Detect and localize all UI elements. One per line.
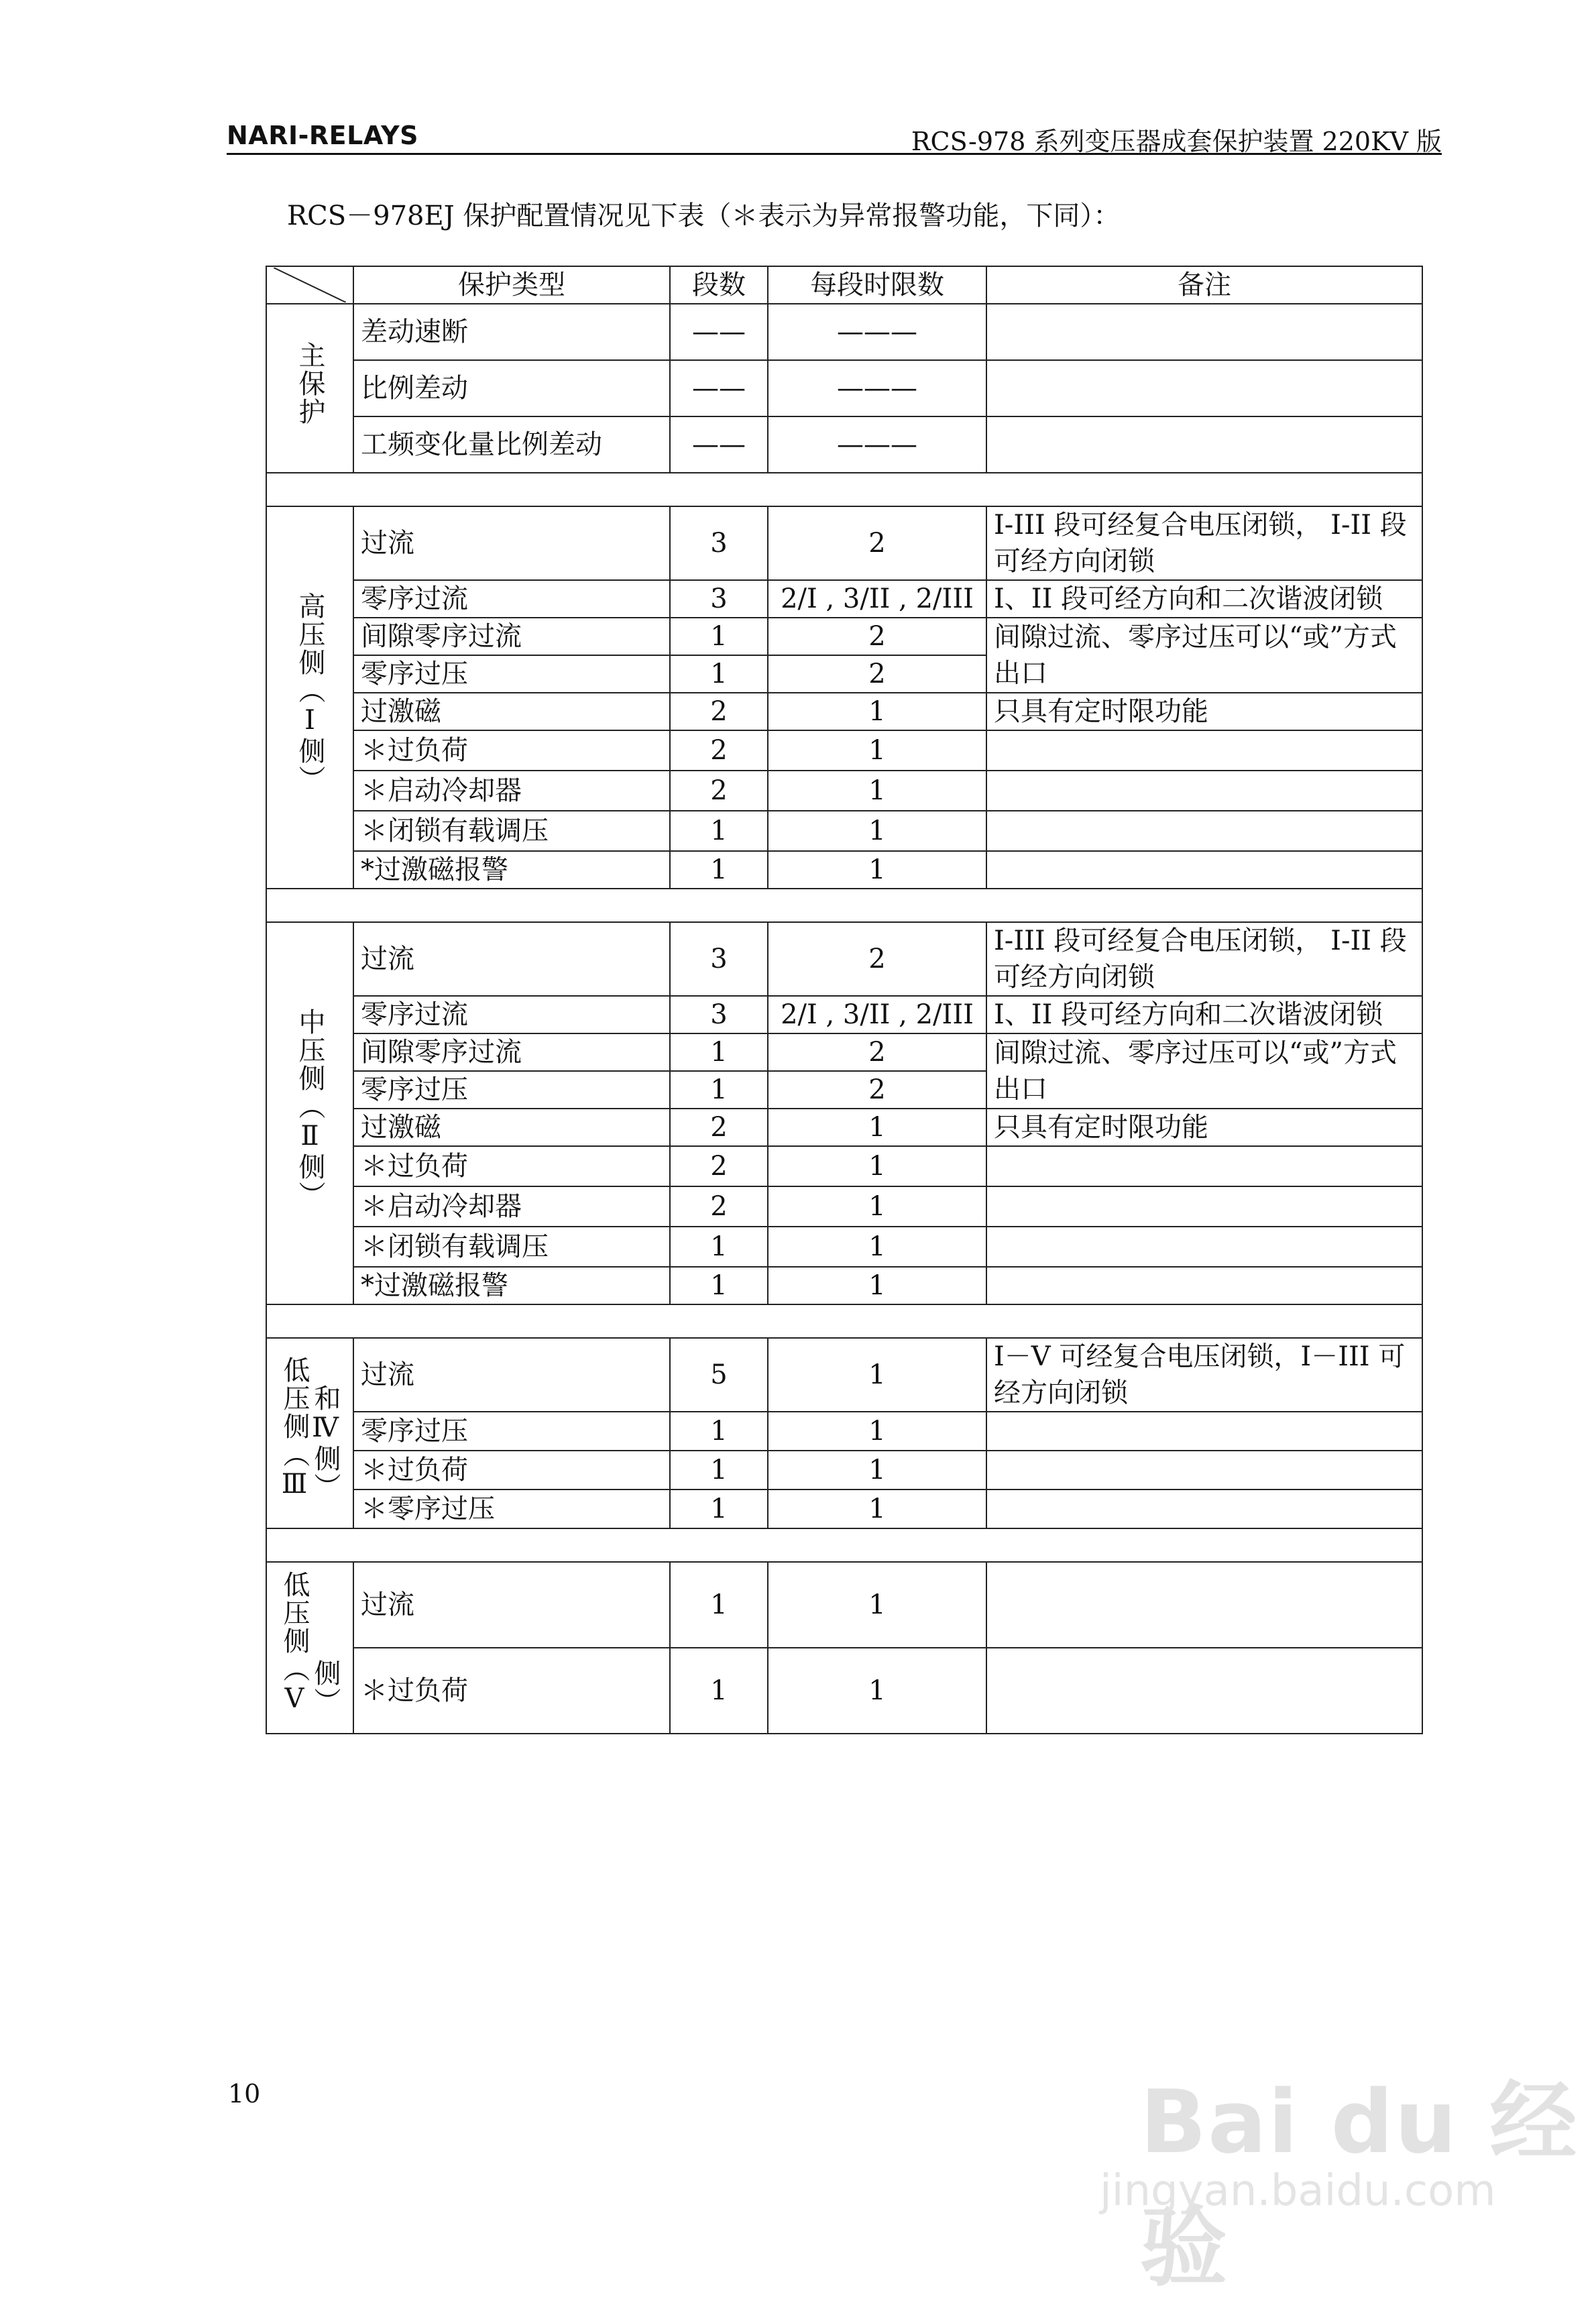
table-row: [266, 1146, 1422, 1186]
protection-type: ＊过负荷: [353, 1648, 670, 1734]
note-cell: [986, 851, 1422, 889]
column-header-type: 保护类型: [353, 266, 670, 304]
note-cell: [986, 360, 1422, 416]
section-separator: [266, 889, 1422, 922]
protection-type: *过激磁报警: [353, 851, 670, 889]
segments-cell: 1: [670, 811, 768, 851]
table-row: [266, 1109, 1422, 1146]
table-row: [266, 1562, 1422, 1648]
baidu-jingyan-watermark: Bai du 经验: [1140, 2071, 1579, 2298]
group-label-high: 高压侧（Ⅰ侧）: [266, 506, 353, 889]
watermark-url: jingyan.baidu.com: [1100, 2166, 1496, 2216]
merged-note-cell: 间隙过流、零序过压可以“或”方式出口: [986, 618, 1422, 693]
limits-cell: 1: [768, 1186, 986, 1227]
column-header-segments: 段数: [670, 266, 768, 304]
limits-cell: 2/I , 3/II , 2/III: [768, 996, 986, 1033]
limits-cell: 1: [768, 1146, 986, 1186]
segments-cell: 3: [670, 996, 768, 1033]
table-row: [266, 851, 1422, 889]
document-title: RCS-978 系列变压器成套保护装置 220KV 版: [911, 127, 1442, 156]
table-row: [266, 1033, 1422, 1071]
segments-cell: ——: [670, 304, 768, 360]
table-row: [266, 1490, 1422, 1528]
protection-type: *过激磁报警: [353, 1267, 670, 1304]
protection-type: 过激磁: [353, 693, 670, 730]
table-row: [266, 1227, 1422, 1267]
note-cell: [986, 1267, 1422, 1304]
note-cell: [986, 1227, 1422, 1267]
segments-cell: 5: [670, 1338, 768, 1412]
protection-type: 间隙零序过流: [353, 1033, 670, 1071]
limits-cell: ———: [768, 360, 986, 416]
table-row: [266, 1267, 1422, 1304]
protection-type: 工频变化量比例差动: [353, 416, 670, 473]
segments-cell: 3: [670, 506, 768, 580]
note-cell: 只具有定时限功能: [986, 1109, 1422, 1146]
segments-cell: 3: [670, 922, 768, 996]
segments-cell: ——: [670, 416, 768, 473]
limits-cell: 1: [768, 771, 986, 811]
limits-cell: 1: [768, 811, 986, 851]
note-cell: [986, 1562, 1422, 1648]
limits-cell: 2: [768, 1033, 986, 1071]
section-separator: [266, 1528, 1422, 1562]
protection-type: 过流: [353, 506, 670, 580]
segments-cell: 1: [670, 1490, 768, 1528]
note-cell: 只具有定时限功能: [986, 693, 1422, 730]
protection-type: ＊过负荷: [353, 1146, 670, 1186]
group-label-mid: 中压侧（Ⅱ侧）: [266, 922, 353, 1304]
segments-cell: 1: [670, 1227, 768, 1267]
segments-cell: 1: [670, 1033, 768, 1071]
limits-cell: 1: [768, 1267, 986, 1304]
limits-cell: 2: [768, 506, 986, 580]
table-row: [266, 506, 1422, 580]
table-row: [266, 811, 1422, 851]
section-separator: [266, 1304, 1422, 1338]
table-row: [266, 304, 1422, 360]
table-header-row: [266, 266, 1422, 304]
protection-type: ＊过负荷: [353, 730, 670, 771]
protection-type: 过流: [353, 1338, 670, 1412]
segments-cell: 1: [670, 655, 768, 693]
table-row: [266, 416, 1422, 473]
note-cell: I－V 可经复合电压闭锁，I－III 可经方向闭锁: [986, 1338, 1422, 1412]
note-cell: [986, 811, 1422, 851]
note-cell: I、II 段可经方向和二次谐波闭锁: [986, 996, 1422, 1033]
segments-cell: 2: [670, 1146, 768, 1186]
note-cell: [986, 1146, 1422, 1186]
table-row: [266, 1648, 1422, 1734]
segments-cell: 2: [670, 771, 768, 811]
segments-cell: 2: [670, 730, 768, 771]
segments-cell: 1: [670, 1071, 768, 1109]
note-cell: [986, 771, 1422, 811]
limits-cell: 1: [768, 1562, 986, 1648]
segments-cell: 1: [670, 1267, 768, 1304]
table-row: [266, 1412, 1422, 1451]
protection-type: ＊零序过压: [353, 1490, 670, 1528]
protection-type: 零序过压: [353, 1412, 670, 1451]
protection-type: 零序过压: [353, 655, 670, 693]
protection-type: ＊启动冷却器: [353, 1186, 670, 1227]
table-row: [266, 771, 1422, 811]
segments-cell: 3: [670, 580, 768, 618]
limits-cell: 2: [768, 655, 986, 693]
limits-cell: 1: [768, 1648, 986, 1734]
note-cell: I-III 段可经复合电压闭锁， I-II 段可经方向闭锁: [986, 922, 1422, 996]
table-row: [266, 996, 1422, 1033]
protection-type: 差动速断: [353, 304, 670, 360]
group-label-main: 主保护: [266, 304, 353, 473]
limits-cell: 1: [768, 1338, 986, 1412]
note-cell: [986, 1186, 1422, 1227]
protection-type: 过激磁: [353, 1109, 670, 1146]
table-row: [266, 1186, 1422, 1227]
column-header-time-limits: 每段时限数: [768, 266, 986, 304]
limits-cell: 1: [768, 1227, 986, 1267]
protection-type: 过流: [353, 1562, 670, 1648]
diagonal-corner-cell: [266, 266, 353, 304]
protection-config-table: [266, 266, 1423, 1734]
note-cell: [986, 304, 1422, 360]
protection-type: 过流: [353, 922, 670, 996]
limits-cell: 2: [768, 1071, 986, 1109]
protection-type: 零序过压: [353, 1071, 670, 1109]
protection-type: 零序过流: [353, 580, 670, 618]
table-row: [266, 360, 1422, 416]
merged-note-cell: 间隙过流、零序过压可以“或”方式出口: [986, 1033, 1422, 1109]
table-row: [266, 693, 1422, 730]
protection-type: ＊过负荷: [353, 1451, 670, 1490]
protection-type: ＊闭锁有载调压: [353, 1227, 670, 1267]
protection-type: 零序过流: [353, 996, 670, 1033]
note-cell: [986, 730, 1422, 771]
limits-cell: 1: [768, 693, 986, 730]
group-label-low-5: 低压侧（Ⅴ侧）: [266, 1562, 353, 1734]
table-row: [266, 580, 1422, 618]
segments-cell: ——: [670, 360, 768, 416]
limits-cell: 1: [768, 1490, 986, 1528]
segments-cell: 1: [670, 851, 768, 889]
note-cell: I-III 段可经复合电压闭锁， I-II 段可经方向闭锁: [986, 506, 1422, 580]
limits-cell: 1: [768, 1451, 986, 1490]
protection-type: 比例差动: [353, 360, 670, 416]
note-cell: [986, 1648, 1422, 1734]
header-rule: [227, 153, 1442, 155]
table-row: [266, 922, 1422, 996]
protection-type: ＊启动冷却器: [353, 771, 670, 811]
protection-type: 间隙零序过流: [353, 618, 670, 655]
segments-cell: 2: [670, 1186, 768, 1227]
limits-cell: 2: [768, 922, 986, 996]
group-label-low-3-4: 低压侧（Ⅲ和Ⅳ侧）: [266, 1338, 353, 1528]
limits-cell: 1: [768, 1412, 986, 1451]
segments-cell: 2: [670, 1109, 768, 1146]
segments-cell: 1: [670, 1451, 768, 1490]
segments-cell: 1: [670, 1412, 768, 1451]
table-row: [266, 730, 1422, 771]
segments-cell: 1: [670, 1648, 768, 1734]
table-row: [266, 1338, 1422, 1412]
brand-logo: NARI-RELAYS: [227, 121, 418, 150]
limits-cell: 2/I , 3/II , 2/III: [768, 580, 986, 618]
limits-cell: 1: [768, 730, 986, 771]
note-cell: [986, 1490, 1422, 1528]
page-number: 10: [228, 2079, 261, 2109]
segments-cell: 1: [670, 1562, 768, 1648]
section-separator: [266, 473, 1422, 506]
limits-cell: ———: [768, 416, 986, 473]
limits-cell: 1: [768, 851, 986, 889]
note-cell: [986, 416, 1422, 473]
note-cell: [986, 1412, 1422, 1451]
limits-cell: 1: [768, 1109, 986, 1146]
segments-cell: 1: [670, 618, 768, 655]
limits-cell: ———: [768, 304, 986, 360]
column-header-notes: 备注: [986, 266, 1422, 304]
protection-type: ＊闭锁有载调压: [353, 811, 670, 851]
limits-cell: 2: [768, 618, 986, 655]
segments-cell: 2: [670, 693, 768, 730]
intro-text: RCS－978EJ 保护配置情况见下表（＊表示为异常报警功能，下同）：: [287, 201, 1121, 231]
table-row: [266, 618, 1422, 655]
table-row: [266, 1451, 1422, 1490]
note-cell: I、II 段可经方向和二次谐波闭锁: [986, 580, 1422, 618]
note-cell: [986, 1451, 1422, 1490]
